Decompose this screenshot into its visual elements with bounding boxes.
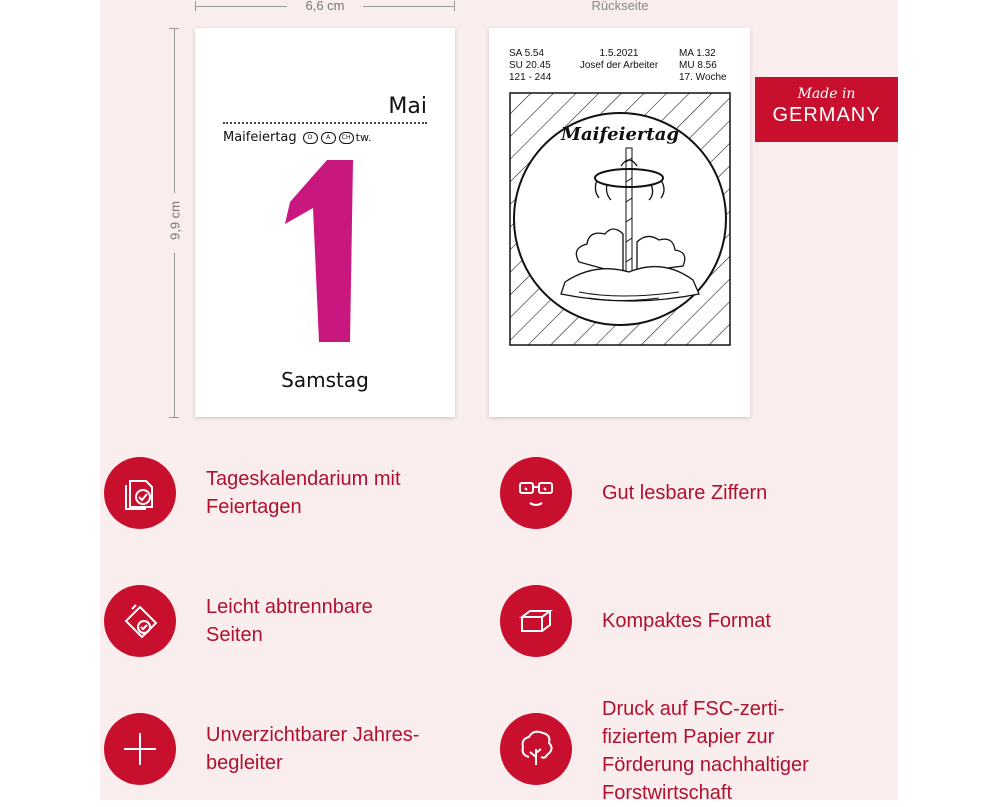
country-badge-d: D [303, 132, 318, 144]
plus-icon [104, 713, 176, 785]
country-badge-a: A [321, 132, 336, 144]
moon-set: MU 8.56 [679, 60, 717, 71]
calendar-check-icon [104, 457, 176, 529]
back-side-label: Rückseite [591, 0, 649, 13]
height-dimension [160, 28, 190, 418]
feature-fsc-paper [500, 698, 809, 807]
feature-text: Gut lesbare Ziffern [602, 482, 768, 504]
height-label: 9,9 cm [167, 201, 183, 241]
badge-made-in: Made in [797, 86, 856, 102]
country-badge-ch: CH [339, 132, 354, 144]
calendar-back-card [489, 28, 750, 417]
width-label: 6,6 cm [305, 0, 345, 13]
feature-text: Tageskalendarium mit Feiertagen [206, 468, 401, 518]
illustration-title: Maifeiertag [561, 124, 679, 145]
week-number: 17. Woche [679, 72, 727, 83]
box-icon [500, 585, 572, 657]
countries-suffix: tw. [355, 131, 372, 144]
sun-rise: SA 5.54 [509, 48, 545, 59]
moon-rise: MA 1.32 [679, 48, 716, 59]
weekday-name: Samstag [281, 368, 369, 392]
feature-text: Kompaktes Format [602, 610, 771, 632]
glasses-face-icon [500, 457, 572, 529]
date-info [569, 48, 669, 72]
tree-icon [500, 713, 572, 785]
feature-text: Druck auf FSC-zerti- fiziertem Papier zur Förderung nachhaltiger Forstwirtschaft [602, 698, 809, 804]
feature-text: Leicht abtrennbare Seiten [206, 596, 373, 646]
badge-germany: GERMANY [772, 104, 881, 126]
holiday-row [223, 130, 371, 145]
holiday-name: Maifeiertag [223, 130, 297, 145]
width-dimension [195, 0, 455, 14]
feature-tear-off [104, 585, 373, 657]
feature-text: Unverzichtbarer Jahres- begleiter [206, 724, 420, 774]
made-in-germany-badge [755, 77, 898, 142]
sun-info [509, 48, 551, 84]
month-name: Mai [388, 94, 427, 119]
date-text: 1.5.2021 [599, 48, 639, 59]
day-count: 121 - 244 [509, 72, 552, 83]
feature-readable-digits [500, 457, 767, 529]
dotted-divider [223, 122, 427, 124]
maypole-illustration [509, 92, 731, 346]
day-number [255, 146, 395, 356]
sun-set: SU 20.45 [509, 60, 551, 71]
name-day: Josef der Arbeiter [579, 60, 659, 71]
feature-compact-format [500, 585, 771, 657]
feature-year-companion [104, 713, 419, 785]
tear-off-page-icon [104, 585, 176, 657]
feature-daily-calendar [104, 457, 401, 529]
moon-info [679, 48, 727, 84]
calendar-front-card [195, 28, 455, 417]
